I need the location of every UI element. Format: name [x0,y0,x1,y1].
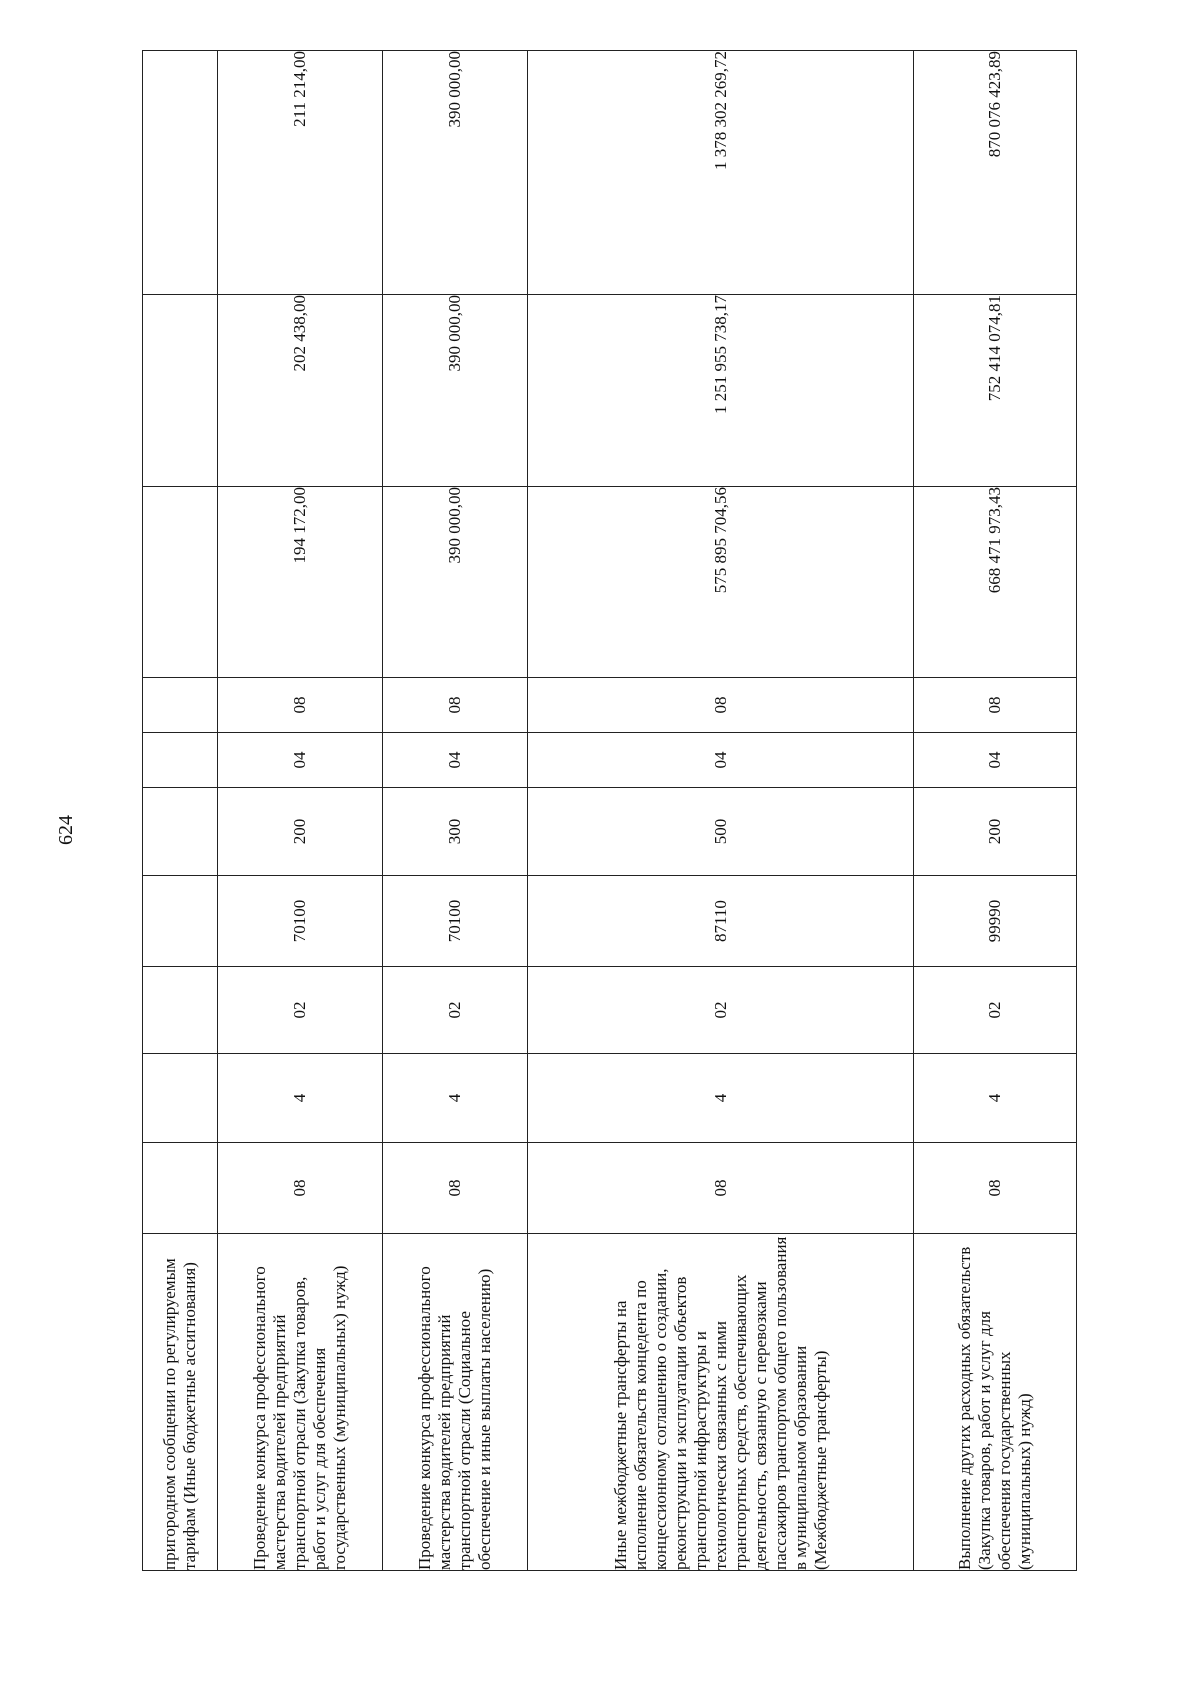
code-cell: 04 [383,733,528,788]
budget-table [142,50,1077,1571]
code-cell: 4 [383,1054,528,1143]
amount-cell: 211 214,00 [218,51,383,295]
table-row [383,51,528,1571]
code-cell: 4 [218,1054,383,1143]
amount-cell: 390 000,00 [383,51,528,295]
code-cell: 08 [914,678,1077,733]
page-number: 624 [55,815,77,845]
code-cell: 08 [914,1143,1077,1234]
code-cell: 04 [218,733,383,788]
amount-cell: 668 471 973,43 [914,487,1077,678]
code-cell [143,1143,218,1234]
row-description: Иные межбюджетные трансферты на исполнение обязательств концедента по концессионному соглашению о создании, реконструкции и эксплуатации объектов транспортной инфраструктуры и технологически связанных с ними транспортных средств, обеспечивающих деятельность, связанную с перевозками пассажиров транспортом общего пользования в муниципальном образовании (Межбюджетные трансферты) [528,1234,914,1571]
table-row [143,51,218,1571]
code-cell: 04 [528,733,914,788]
code-cell: 4 [528,1054,914,1143]
code-cell [143,876,218,967]
code-cell: 02 [528,967,914,1054]
amount-cell: 1 378 302 269,72 [528,51,914,295]
amount-cell: 202 438,00 [218,295,383,487]
code-cell [143,678,218,733]
code-cell: 08 [528,678,914,733]
code-cell: 08 [218,1143,383,1234]
code-cell: 04 [914,733,1077,788]
row-description: Проведение конкурса профессионального мастерства водителей предприятий транспортной отрасли (Социальное обеспечение и иные выплаты населению) [383,1234,528,1571]
table-row [914,51,1077,1571]
amount-cell [143,487,218,678]
code-cell: 08 [218,678,383,733]
code-cell: 70100 [383,876,528,967]
amount-cell [143,51,218,295]
rotated-table-wrapper [142,51,1076,1571]
amount-cell: 390 000,00 [383,487,528,678]
amount-cell: 1 251 955 738,17 [528,295,914,487]
code-cell: 70100 [218,876,383,967]
code-cell: 08 [383,1143,528,1234]
code-cell: 08 [528,1143,914,1234]
amount-cell: 194 172,00 [218,487,383,678]
amount-cell: 390 000,00 [383,295,528,487]
code-cell: 200 [218,788,383,876]
code-cell: 300 [383,788,528,876]
table-row [218,51,383,1571]
code-cell: 02 [914,967,1077,1054]
code-cell: 500 [528,788,914,876]
code-cell: 99990 [914,876,1077,967]
code-cell: 87110 [528,876,914,967]
row-description: пригородном сообщении по регулируемым тарифам (Иные бюджетные ассигнования) [143,1234,218,1571]
code-cell [143,967,218,1054]
amount-cell: 870 076 423,89 [914,51,1077,295]
code-cell [143,733,218,788]
code-cell: 200 [914,788,1077,876]
amount-cell: 575 895 704,56 [528,487,914,678]
code-cell [143,788,218,876]
code-cell: 4 [914,1054,1077,1143]
row-description: Выполнение других расходных обязательств (Закупка товаров, работ и услуг для обеспечения государственных (муниципальных) нужд) [914,1234,1077,1571]
row-description: Проведение конкурса профессионального мастерства водителей предприятий транспортной отрасли (Закупка товаров, работ и услуг для обеспечения государственных (муниципальных) нужд) [218,1234,383,1571]
code-cell: 08 [383,678,528,733]
table-row [528,51,914,1571]
code-cell [143,1054,218,1143]
code-cell: 02 [218,967,383,1054]
amount-cell [143,295,218,487]
code-cell: 02 [383,967,528,1054]
amount-cell: 752 414 074,81 [914,295,1077,487]
